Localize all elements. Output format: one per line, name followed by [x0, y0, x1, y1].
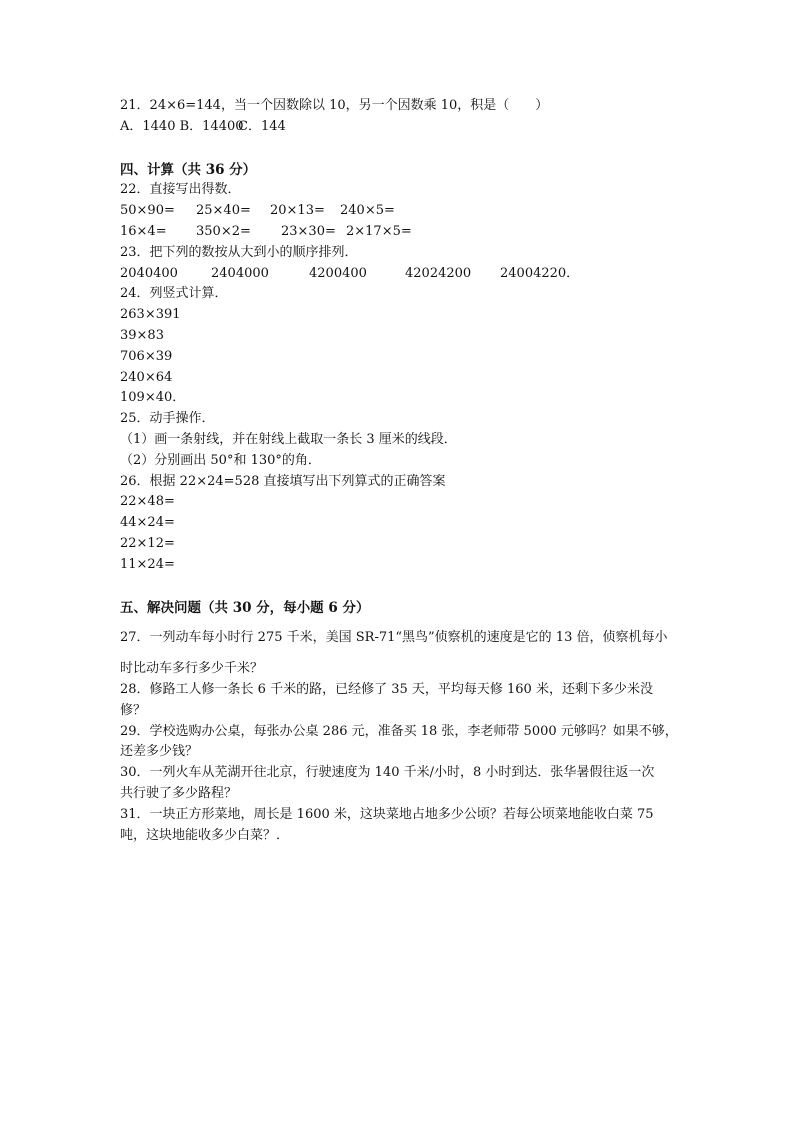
q24-stem: 24．列竖式计算．: [120, 286, 228, 302]
q24-item: 109×40．: [120, 390, 186, 406]
q22-stem: 22．直接写出得数．: [120, 182, 241, 198]
q27-line-1: 27．一列动车每小时行 275 千米，美国 SR-71“黑鸟”侦察机的速度是它的 13 倍，侦察机每小: [120, 630, 668, 646]
q23-numbers: [120, 264, 680, 285]
q22-row-2: [120, 222, 680, 243]
q24-item: 263×391: [120, 307, 181, 323]
q26-stem: 26．根据 22×24=528 直接填写出下列算式的正确答案: [120, 473, 446, 489]
q26-item: 44×24=: [120, 515, 175, 531]
q23-number: 2404000: [211, 265, 269, 281]
q28-line-1: 28．修路工人修一条长 6 千米的路，已经修了 35 天，平均每天修 160 米，还剩下多少米没: [120, 681, 653, 697]
q22-item: 2×17×5=: [346, 223, 412, 239]
q22-item: 350×2=: [196, 223, 251, 239]
q24-item: 39×83: [120, 327, 164, 343]
q22-item: 240×5=: [340, 203, 395, 219]
q22-item: 25×40=: [196, 203, 251, 219]
q22-row-1: [120, 201, 680, 222]
q22-item: 16×4=: [120, 223, 167, 239]
q23-number: 4200400: [309, 265, 367, 281]
q26-item: 22×12=: [120, 535, 175, 551]
q26-item: 11×24=: [120, 556, 175, 572]
q23-number: 42024200: [405, 265, 472, 281]
q27-line-2: 时比动车多行多少千米？: [120, 661, 264, 677]
q22-item: 50×90=: [120, 203, 175, 219]
q30-line-1: 30．一列火车从芜湖开往北京，行驶速度为 140 千米/小时，8 小时到达．张华暑假往返一次: [120, 765, 655, 781]
q23-number: 24004220．: [500, 265, 580, 281]
q22-item: 23×30=: [281, 223, 336, 239]
q22-item: 20×13=: [270, 203, 325, 219]
q30-line-2: 共行驶了多少路程？: [120, 785, 238, 801]
q21-stem: 21．24×6=144，当一个因数除以 10，另一个因数乘 10，积是（ ）: [120, 98, 549, 113]
q31-line-1: 31．一块正方形菜地，周长是 1600 米，这块菜地占地多少公顷？若每公顷菜地能收白菜 75: [120, 806, 654, 822]
q29-line-1: 29．学校选购办公桌，每张办公桌 286 元，准备买 18 张，李老师带 5000 元够吗？如果不够，: [120, 723, 678, 739]
q23-stem: 23．把下列的数按从大到小的顺序排列．: [120, 244, 358, 260]
section4-title: 四、计算（共 36 分）: [120, 161, 257, 178]
q25-stem: 25．动手操作．: [120, 411, 215, 427]
q25-item: （2）分别画出 50°和 130°的角．: [120, 452, 321, 468]
q24-item: 240×64: [120, 369, 173, 385]
exam-page: [120, 96, 680, 846]
q31-line-2: 吨，这块地能收多少白菜？．: [120, 827, 290, 843]
q24-item: 706×39: [120, 348, 173, 364]
q26-item: 22×48=: [120, 494, 175, 510]
q21-option-c: C．144: [238, 118, 286, 134]
q25-item: （1）画一条射线，并在射线上截取一条长 3 厘米的线段．: [120, 431, 457, 447]
section5-title: 五、解决问题（共 30 分，每小题 6 分）: [120, 599, 370, 616]
q29-line-2: 还差多少钱？: [120, 744, 199, 760]
q28-line-2: 修？: [120, 702, 147, 718]
q23-number: 2040400: [120, 265, 178, 281]
q21-options: [120, 117, 680, 138]
q21-option-ab: A．1440 B．14400: [120, 118, 244, 134]
